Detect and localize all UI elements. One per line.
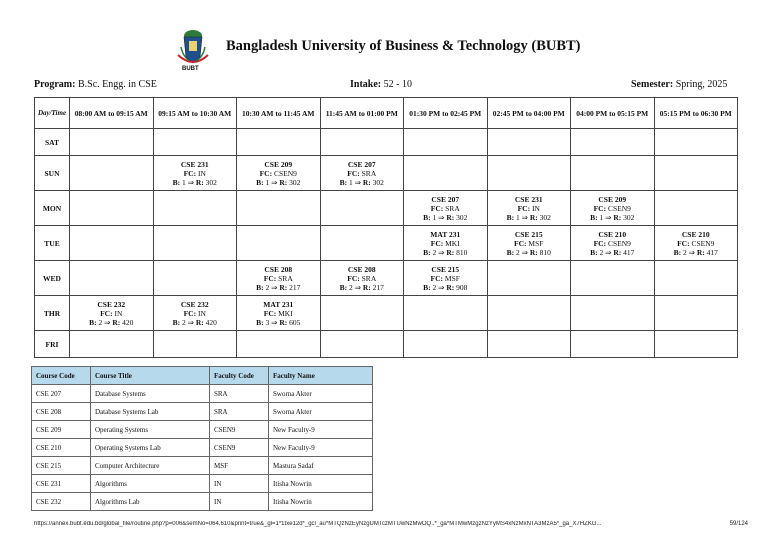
class-slot [70, 296, 154, 331]
batch-room-line [571, 248, 654, 257]
course-row [32, 385, 373, 403]
course-cell: Database Systems Lab [91, 403, 210, 421]
semester-info [631, 79, 727, 90]
faculty-label: FC: [677, 238, 690, 248]
room-value: 302 [621, 212, 635, 222]
faculty-line [404, 274, 487, 283]
course-cell: Operating Systems Lab [91, 439, 210, 457]
course-cell: CSE 232 [32, 493, 91, 511]
routine-day-row [35, 191, 738, 226]
class-slot [153, 156, 237, 191]
time-slot-header: 01:30 PM to 02:45 PM [404, 98, 488, 129]
empty-slot [153, 129, 237, 156]
room-label: R: [112, 317, 121, 327]
room-label: R: [529, 212, 538, 222]
logo-text: BUBT [182, 66, 199, 72]
empty-slot [404, 331, 488, 358]
empty-slot [654, 331, 738, 358]
class-slot [571, 226, 655, 261]
empty-slot [153, 331, 237, 358]
faculty-code: IN [196, 168, 206, 178]
empty-slot [571, 129, 655, 156]
batch-room-line [404, 248, 487, 257]
course-code: CSE 232 [97, 299, 126, 309]
course-cell: CSE 207 [32, 385, 91, 403]
batch-value: 1 ⇒ [597, 212, 614, 222]
room-label: R: [446, 282, 455, 292]
room-label: R: [279, 177, 288, 187]
empty-slot [237, 191, 321, 226]
faculty-label: FC: [430, 273, 444, 283]
batch-value: 1 ⇒ [347, 177, 363, 187]
program-info [34, 79, 157, 90]
routine-day-row [35, 226, 738, 261]
class-slot [237, 261, 321, 296]
batch-label: B: [506, 212, 515, 222]
faculty-line [404, 204, 487, 213]
faculty-line [70, 309, 153, 318]
batch-label: B: [256, 282, 264, 292]
room-value: 302 [287, 177, 301, 187]
empty-slot [654, 296, 738, 331]
course-cell: Computer Architecture [91, 457, 210, 475]
faculty-line [488, 204, 571, 213]
room-label: R: [362, 177, 371, 187]
class-slot [153, 296, 237, 331]
faculty-line [154, 169, 237, 178]
faculty-code: CSEN9 [606, 238, 631, 248]
class-slot [237, 156, 321, 191]
course-code: CSE 215 [431, 264, 460, 274]
empty-slot [654, 129, 738, 156]
class-slot [320, 261, 404, 296]
faculty-line [237, 169, 320, 178]
batch-label: B: [172, 177, 181, 187]
batch-room-line [154, 318, 237, 327]
batch-label: B: [590, 212, 598, 222]
class-slot [654, 226, 738, 261]
faculty-label: FC: [263, 273, 277, 283]
batch-room-line [237, 283, 320, 292]
empty-slot [571, 296, 655, 331]
class-slot [237, 296, 321, 331]
faculty-line [237, 274, 320, 283]
room-value: 908 [454, 282, 468, 292]
course-row [32, 493, 373, 511]
course-list-table [31, 366, 373, 511]
room-label: R: [362, 282, 371, 292]
day-time-corner: Day/Time [35, 98, 70, 129]
batch-room-line [655, 248, 738, 257]
course-cell: Operating Systems [91, 421, 210, 439]
batch-label: B: [339, 177, 348, 187]
course-cell: CSE 231 [32, 475, 91, 493]
batch-room-line [571, 213, 654, 222]
class-slot [404, 191, 488, 226]
course-cell: Mastura Sadaf [269, 457, 373, 475]
room-value: 420 [203, 317, 217, 327]
batch-value: 2 ⇒ [430, 247, 447, 257]
time-slot-header: 10:30 AM to 11:45 AM [237, 98, 321, 129]
course-cell: Itisha Nowrin [269, 493, 373, 511]
course-code: CSE 209 [598, 194, 627, 204]
faculty-code: CSEN9 [689, 238, 715, 248]
batch-value: 1 ⇒ [263, 177, 280, 187]
routine-day-row [35, 129, 738, 156]
batch-label: B: [339, 282, 348, 292]
batch-room-line [321, 178, 404, 187]
faculty-code: SRA [443, 203, 460, 213]
routine-header-row [35, 98, 738, 129]
routine-day-row [35, 331, 738, 358]
batch-room-line [70, 318, 153, 327]
room-label: R: [279, 317, 288, 327]
time-slot-header: 08:00 AM to 09:15 AM [70, 98, 154, 129]
class-slot [404, 261, 488, 296]
class-slot [487, 226, 571, 261]
room-value: 420 [120, 317, 134, 327]
course-row [32, 421, 373, 439]
course-cell: New Faculty-9 [269, 439, 373, 457]
batch-label: B: [590, 247, 598, 257]
empty-slot [70, 129, 154, 156]
batch-room-line [321, 283, 404, 292]
faculty-code: MKI [276, 308, 293, 318]
course-cell: Algorithms [91, 475, 210, 493]
faculty-label: FC: [514, 238, 527, 248]
faculty-code: IN [196, 308, 206, 318]
faculty-label: FC: [183, 308, 197, 318]
empty-slot [237, 129, 321, 156]
batch-room-line [488, 213, 571, 222]
course-code: CSE 210 [598, 229, 627, 239]
batch-value: 1 ⇒ [430, 212, 447, 222]
batch-label: B: [172, 317, 181, 327]
room-value: 302 [370, 177, 384, 187]
course-code: CSE 215 [514, 229, 543, 239]
page-number: 59/124 [729, 521, 748, 527]
batch-value: 2 ⇒ [263, 282, 280, 292]
room-label: R: [195, 317, 204, 327]
faculty-line [655, 239, 738, 248]
course-code: MAT 231 [430, 229, 461, 239]
day-name: FRI [35, 331, 70, 358]
faculty-code: MKI [443, 238, 460, 248]
class-slot [487, 191, 571, 226]
batch-value: 1 ⇒ [514, 212, 530, 222]
empty-slot [487, 331, 571, 358]
room-value: 605 [287, 317, 301, 327]
day-name: SAT [35, 129, 70, 156]
empty-slot [70, 191, 154, 226]
intake-value: 52 - 10 [381, 79, 412, 90]
faculty-code: IN [530, 203, 540, 213]
intake-info [350, 79, 412, 90]
batch-room-line [154, 178, 237, 187]
empty-slot [70, 156, 154, 191]
day-name: TUE [35, 226, 70, 261]
course-code: CSE 208 [264, 264, 293, 274]
course-code: CSE 207 [431, 194, 460, 204]
faculty-line [571, 204, 654, 213]
batch-label: B: [506, 247, 515, 257]
course-cell: CSE 215 [32, 457, 91, 475]
course-cell: Algorithms Lab [91, 493, 210, 511]
faculty-line [321, 274, 404, 283]
course-cell: CSEN9 [210, 439, 269, 457]
batch-room-line [404, 283, 487, 292]
faculty-line [488, 239, 571, 248]
time-slot-header: 05:15 PM to 06:30 PM [654, 98, 738, 129]
course-row [32, 457, 373, 475]
empty-slot [487, 129, 571, 156]
batch-value: 2 ⇒ [430, 282, 447, 292]
room-value: 302 [454, 212, 468, 222]
empty-slot [487, 156, 571, 191]
room-label: R: [696, 247, 705, 257]
empty-slot [571, 261, 655, 296]
routine-day-row [35, 156, 738, 191]
empty-slot [654, 261, 738, 296]
course-code: CSE 208 [347, 264, 376, 274]
course-cell: SRA [210, 403, 269, 421]
room-value: 217 [370, 282, 384, 292]
faculty-line [237, 309, 320, 318]
faculty-line [321, 169, 404, 178]
faculty-code: SRA [359, 273, 377, 283]
empty-slot [571, 331, 655, 358]
course-code: CSE 232 [180, 299, 209, 309]
faculty-code: SRA [359, 168, 377, 178]
faculty-label: FC: [347, 168, 360, 178]
course-cell: Database Systems [91, 385, 210, 403]
batch-room-line [237, 318, 320, 327]
faculty-line [154, 309, 237, 318]
intake-label: Intake: [350, 79, 382, 90]
class-slot [571, 191, 655, 226]
batch-label: B: [423, 247, 431, 257]
batch-label: B: [89, 317, 97, 327]
course-code: CSE 231 [180, 159, 209, 169]
day-name: WED [35, 261, 70, 296]
batch-room-line [237, 178, 320, 187]
empty-slot [487, 261, 571, 296]
room-value: 302 [537, 212, 551, 222]
day-name: MON [35, 191, 70, 226]
faculty-code: SRA [276, 273, 293, 283]
empty-slot [70, 261, 154, 296]
room-value: 217 [287, 282, 301, 292]
empty-slot [320, 191, 404, 226]
faculty-label: FC: [263, 308, 277, 318]
faculty-code: IN [112, 308, 123, 318]
batch-label: B: [423, 282, 431, 292]
room-value: 810 [454, 247, 468, 257]
course-cell: CSEN9 [210, 421, 269, 439]
room-label: R: [195, 177, 204, 187]
course-cell: CSE 210 [32, 439, 91, 457]
empty-slot [320, 129, 404, 156]
faculty-code: CSEN9 [606, 203, 631, 213]
empty-slot [654, 191, 738, 226]
course-column-header: Faculty Name [269, 367, 373, 385]
course-cell: Sworna Akter [269, 385, 373, 403]
empty-slot [70, 226, 154, 261]
batch-label: B: [673, 247, 682, 257]
course-row [32, 403, 373, 421]
room-value: 302 [203, 177, 217, 187]
faculty-label: FC: [430, 238, 444, 248]
faculty-line [571, 239, 654, 248]
room-label: R: [446, 212, 455, 222]
batch-value: 2 ⇒ [347, 282, 363, 292]
course-code: CSE 207 [347, 159, 376, 169]
course-column-header: Course Title [91, 367, 210, 385]
course-column-header: Faculty Code [210, 367, 269, 385]
day-name: SUN [35, 156, 70, 191]
footer-url: https://annex.bubt.edu.bd/global_file/routine.php?p=006&semNo=064,610&print=true&_gl=1*1txe12d*_gcl_au*MTQzNzEyNzgUMTczMTUwNzMwOQ..*_ga*MTMwMzgzNzYyMS4xNzMxNTA3MzA5*_ga_X7HZKG... [34, 521, 602, 527]
faculty-label: FC: [100, 308, 113, 318]
room-label: R: [529, 247, 538, 257]
empty-slot [237, 331, 321, 358]
faculty-label: FC: [183, 168, 197, 178]
batch-label: B: [423, 212, 431, 222]
course-cell: New Faculty-9 [269, 421, 373, 439]
batch-value: 2 ⇒ [96, 317, 113, 327]
faculty-code: MSF [443, 273, 460, 283]
course-cell: CSE 209 [32, 421, 91, 439]
room-label: R: [613, 247, 622, 257]
batch-value: 2 ⇒ [597, 247, 614, 257]
empty-slot [320, 226, 404, 261]
course-code: CSE 209 [264, 159, 293, 169]
time-slot-header: 02:45 PM to 04:00 PM [487, 98, 571, 129]
batch-label: B: [256, 177, 264, 187]
class-routine-table [34, 97, 738, 358]
course-cell: Itisha Nowrin [269, 475, 373, 493]
faculty-label: FC: [430, 203, 444, 213]
batch-room-line [488, 248, 571, 257]
room-value: 417 [621, 247, 635, 257]
empty-slot [320, 296, 404, 331]
course-column-header: Course Code [32, 367, 91, 385]
room-label: R: [446, 247, 455, 257]
program-label: Program: [34, 79, 76, 90]
semester-value: Spring, 2025 [673, 79, 728, 90]
course-row [32, 475, 373, 493]
course-cell: IN [210, 475, 269, 493]
empty-slot [153, 226, 237, 261]
faculty-line [404, 239, 487, 248]
faculty-label: FC: [593, 238, 607, 248]
empty-slot [571, 156, 655, 191]
routine-day-row [35, 296, 738, 331]
university-title: Bangladesh University of Business & Technology (BUBT) [226, 38, 581, 54]
class-slot [404, 226, 488, 261]
room-value: 810 [537, 247, 551, 257]
empty-slot [153, 191, 237, 226]
batch-value: 3 ⇒ [263, 317, 280, 327]
empty-slot [153, 261, 237, 296]
course-header-row [32, 367, 373, 385]
faculty-label: FC: [259, 168, 273, 178]
time-slot-header: 09:15 AM to 10:30 AM [153, 98, 237, 129]
course-cell: Sworna Akter [269, 403, 373, 421]
batch-value: 2 ⇒ [681, 247, 697, 257]
empty-slot [404, 129, 488, 156]
empty-slot [320, 331, 404, 358]
time-slot-header: 11:45 AM to 01:00 PM [320, 98, 404, 129]
class-slot [320, 156, 404, 191]
faculty-label: FC: [347, 273, 360, 283]
faculty-code: CSEN9 [272, 168, 297, 178]
room-label: R: [279, 282, 288, 292]
time-slot-header: 04:00 PM to 05:15 PM [571, 98, 655, 129]
room-label: R: [613, 212, 622, 222]
empty-slot [70, 331, 154, 358]
empty-slot [487, 296, 571, 331]
batch-label: B: [256, 317, 264, 327]
course-row [32, 439, 373, 457]
day-name: THR [35, 296, 70, 331]
course-code: CSE 231 [514, 194, 543, 204]
course-cell: MSF [210, 457, 269, 475]
empty-slot [237, 226, 321, 261]
empty-slot [404, 296, 488, 331]
course-code: CSE 210 [681, 229, 710, 239]
empty-slot [654, 156, 738, 191]
course-cell: SRA [210, 385, 269, 403]
course-cell: IN [210, 493, 269, 511]
program-value: B.Sc. Engg. in CSE [75, 79, 157, 90]
empty-slot [404, 156, 488, 191]
batch-value: 1 ⇒ [180, 177, 196, 187]
course-cell: CSE 208 [32, 403, 91, 421]
room-value: 417 [704, 247, 718, 257]
faculty-code: MSF [526, 238, 544, 248]
faculty-label: FC: [517, 203, 531, 213]
faculty-label: FC: [593, 203, 607, 213]
batch-room-line [404, 213, 487, 222]
batch-value: 2 ⇒ [514, 247, 530, 257]
routine-day-row [35, 261, 738, 296]
course-code: MAT 231 [263, 299, 294, 309]
semester-label: Semester: [631, 79, 674, 90]
batch-value: 2 ⇒ [180, 317, 196, 327]
